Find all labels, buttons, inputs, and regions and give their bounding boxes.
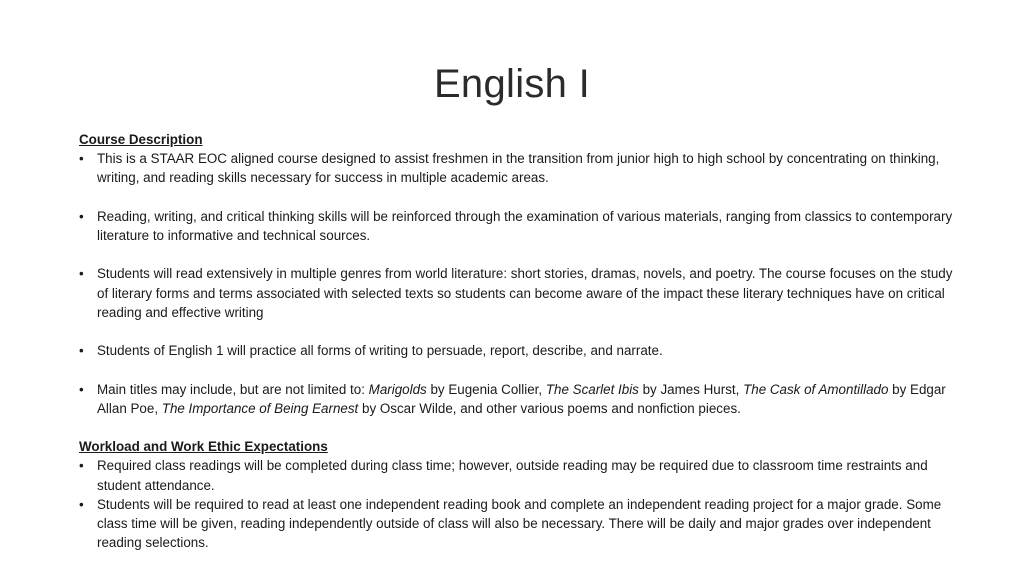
list-item bbox=[79, 264, 959, 322]
course-description-heading: Course Description bbox=[79, 132, 203, 147]
bullet-icon: • bbox=[79, 266, 84, 282]
author-text: by Oscar Wilde, and other various poems and nonfiction pieces. bbox=[358, 400, 741, 416]
bullet-icon: • bbox=[79, 151, 84, 167]
list-item bbox=[79, 207, 959, 245]
list-item bbox=[79, 456, 959, 494]
list-item bbox=[79, 495, 959, 553]
bullet-icon: • bbox=[79, 343, 84, 359]
bullet-text: Students will read extensively in multiple genres from world literature: short stories, dramas, novels, and poetry. The course focuses on the study of literary forms and terms associated with selected texts so students can become aware of the impact these literary techniques have on critical reading and effective writing bbox=[97, 266, 953, 320]
bullet-text: Students of English 1 will practice all forms of writing to persuade, report, describe, and narrate. bbox=[97, 343, 663, 359]
author-text: by Eugenia Collier, bbox=[426, 381, 546, 397]
author-text: by James Hurst, bbox=[638, 381, 744, 397]
bullet-icon: • bbox=[79, 381, 84, 397]
list-item-main-titles bbox=[79, 380, 959, 418]
book-title: Marigolds bbox=[368, 381, 427, 397]
bullet-text: Required class readings will be completed during class time; however, outside reading may be required due to classroom time restraints and student attendance. bbox=[97, 458, 928, 493]
book-title: The Importance of Being Earnest bbox=[161, 400, 359, 416]
author-text: by Edgar Allan Poe, bbox=[97, 381, 946, 416]
titles-intro: Main titles may include, but are not limited to: bbox=[97, 381, 369, 397]
book-title: The Scarlet Ibis bbox=[545, 381, 639, 397]
bullet-text: This is a STAAR EOC aligned course designed to assist freshmen in the transition from junior high to high school by concentrating on thinking, writing, and reading skills necessary for success in multiple academic areas. bbox=[97, 151, 940, 186]
course-description-list bbox=[79, 149, 959, 418]
bullet-icon: • bbox=[79, 458, 84, 474]
bullet-text bbox=[97, 382, 946, 416]
slide-title: English I bbox=[433, 62, 591, 106]
bullet-text: Students will be required to read at least one independent reading book and complete an independent reading project for a major grade. Some class time will be given, reading independently outside of class will also be necessary. There will be daily and major grades over independent reading selections. bbox=[97, 496, 942, 551]
bullet-icon: • bbox=[79, 208, 84, 224]
workload-heading: Workload and Work Ethic Expectations bbox=[79, 439, 328, 455]
bullet-icon: • bbox=[79, 496, 84, 512]
slide-body bbox=[79, 130, 959, 552]
bullet-text: Reading, writing, and critical thinking skills will be reinforced through the examination of various materials, ranging from classics to contemporary literature to informative and technical sources. bbox=[97, 208, 953, 243]
list-item bbox=[79, 341, 959, 360]
book-title: The Cask of Amontillado bbox=[743, 381, 889, 397]
list-item bbox=[79, 149, 959, 187]
workload-list bbox=[79, 456, 959, 552]
